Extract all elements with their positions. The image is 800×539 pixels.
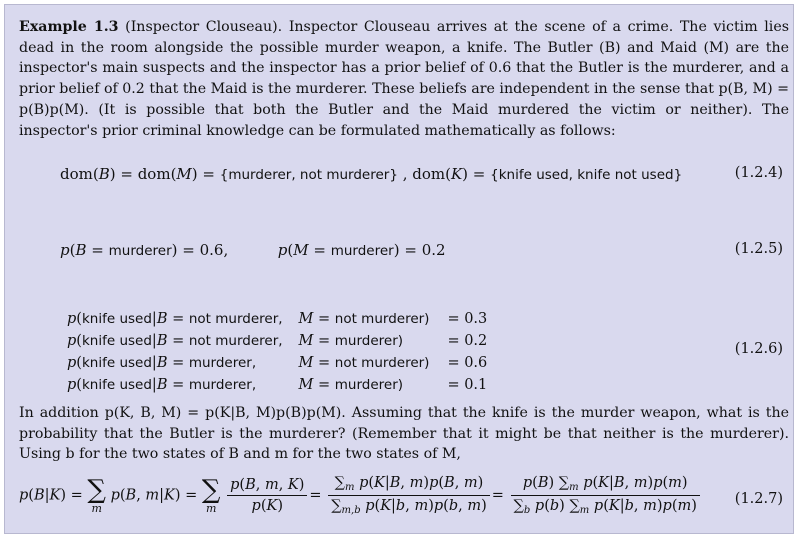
state-m: murderer (330, 243, 394, 259)
cpt-row (67, 330, 493, 352)
intro-paragraph (19, 17, 789, 141)
cpt-row (67, 352, 493, 374)
equation-number-1-2-4: (1.2.4) (734, 165, 783, 181)
cpt-cond-b: p(knife used|B = murderer, (67, 377, 257, 393)
prior-m: 0.2 (421, 241, 446, 259)
cpt-cond-b: p(knife used|B = not murderer, (67, 333, 283, 349)
equation-number-1-2-7: (1.2.7) (734, 491, 783, 507)
equation-1-2-7: p(B|K) = ∑ m p(B, m|K) = ∑ m $\frac{p(B, m, K)}{p(K)}$ = $\frac{\sum_m p(K|B, m)p(B, m)}{\sum_{m,b} p(K|b, m)p(b, m)}$ = $\frac{p(B) \sum_m p(K|B, m)p(m)}{\sum_b p(b) \sum_m p(K|b, m)p(m)}$ (19, 475, 702, 516)
cpt-cond-m: M = murderer) (298, 377, 404, 393)
states-b: {murderer, not murderer} (219, 167, 398, 183)
prior-b: 0.6 (199, 241, 224, 259)
states-k: {knife used, knife not used} (490, 167, 683, 183)
cpt-cond-m: M = not murderer) (298, 311, 430, 327)
example-title: (Inspector Clouseau). (125, 19, 283, 35)
example-label: Example 1.3 (19, 19, 119, 35)
cpt-value: = 0.1 (447, 377, 488, 393)
cpt-value: = 0.6 (447, 355, 488, 371)
cpt-value: = 0.2 (447, 333, 488, 349)
second-paragraph: In addition p(K, B, M) = p(K|B, M)p(B)p(M). Assuming that the knife is the murder weapon, what is the probability that the Butler is the murderer? (Remember that it might be that neither is the murderer). Using b for the two states of B and m for the two states of M, (19, 405, 789, 463)
state-b: murderer (108, 243, 172, 259)
equation-1-2-4: dom(B) = dom(M) = {murderer, not murderer} , dom(K) = {knife used, knife not used} (60, 165, 683, 183)
cpt-cond-m: M = not murderer) (298, 355, 430, 371)
cpt-cond-m: M = murderer) (298, 333, 404, 349)
cpt-row (67, 308, 493, 330)
equation-number-1-2-6: (1.2.6) (734, 341, 783, 357)
equation-1-2-5: p(B = murderer) = 0.6, p(M = murderer) = 0.2 (60, 241, 446, 259)
equation-1-2-6-table (67, 308, 493, 396)
cpt-cond-b: p(knife used|B = murderer, (67, 355, 257, 371)
equation-number-1-2-5: (1.2.5) (734, 241, 783, 257)
intro-text: Inspector Clouseau arrives at the scene of a crime. The victim lies dead in the room alongside the possible murder weapon, a knife. The Butler (B) and Maid (M) are the inspector's main suspects and the inspector has a prior belief of 0.6 that the Butler is the murderer, and a prior belief of 0.2 that the Maid is the murderer. These beliefs are independent in the sense that p(B, M) = p(B)p(M). (It is possible that both the Butler and the Maid murdered the victim or neither). The inspector's prior criminal knowledge can be formulated mathematically as follows: (19, 19, 790, 139)
cpt-value: = 0.3 (447, 311, 488, 327)
cpt-cond-b: p(knife used|B = not murderer, (67, 311, 283, 327)
example-box (4, 4, 794, 534)
cpt-row (67, 374, 493, 396)
